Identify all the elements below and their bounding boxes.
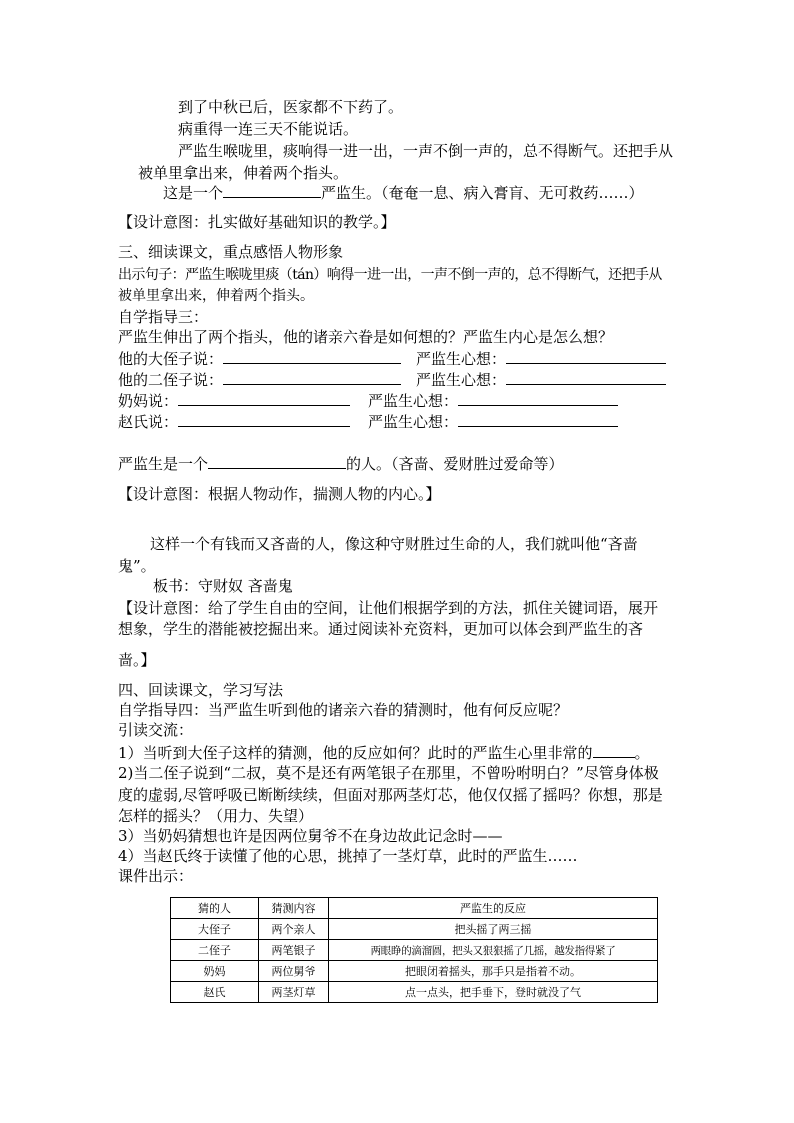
table-cell: 两位舅爷 [259, 961, 329, 982]
text-line [163, 181, 644, 203]
design-intent-note: 【设计意图：根据人物动作，揣测人物的内心。】 [118, 485, 441, 503]
table-row [171, 982, 658, 1003]
text-line [118, 368, 401, 390]
text-line: 鬼”。 [118, 557, 156, 575]
text-line: 怎样的摇头？（用力、失望） [118, 807, 314, 825]
blank-line [208, 452, 346, 469]
table-header-cell: 猜测内容 [259, 898, 329, 919]
text-line: 严监生喉咙里，痰响得一进一出，一声不倒一声的，总不得断气。还把手从 [178, 142, 674, 160]
section-heading: 四、回读课文，学习写法 [118, 681, 284, 699]
design-intent-note: 想象，学生的潜能被挖掘出来。通过阅读补充资料，更加可以体会到严监生的吝 [118, 620, 644, 638]
text-line [416, 368, 666, 390]
text-fragment: 他的大侄子说： [118, 350, 224, 368]
text-line: 被单里拿出来，伸着两个指头。 [118, 288, 314, 304]
table-cell: 二侄子 [171, 940, 259, 961]
table-cell: 把头摇了两三摇 [329, 919, 658, 940]
blank-line [223, 368, 401, 385]
table-row [171, 961, 658, 982]
text-fragment: 严监生是一个 [118, 455, 209, 473]
text-line: 被单里拿出来，伸着两个指头。 [138, 164, 349, 182]
design-intent-note: 【设计意图：给了学生自由的空间，让他们根据学到的方法，抓住关键词语，展开 [118, 599, 659, 617]
text-fragment: 严监生。（奄奄一息、病入膏肓、无可救药……） [321, 184, 644, 202]
text-line [118, 741, 650, 763]
text-line [118, 452, 564, 474]
text-fragment: 他的二侄子说： [118, 371, 224, 389]
text-line [368, 410, 618, 432]
text-fragment: 1）当听到大侄子这样的猜测，他的反应如何？此时的严监生心里非常的 [118, 744, 593, 762]
text-line: 严监生伸出了两个指头，他的诸亲六眷是如何想的？严监生内心是怎么想？ [118, 328, 614, 346]
text-fragment: 严监生心想： [416, 371, 507, 389]
table-cell: 大侄子 [171, 919, 259, 940]
text-line [416, 347, 666, 369]
text-fragment: 严监生心想： [368, 413, 459, 431]
blank-line [458, 410, 618, 427]
blank-line [223, 181, 321, 198]
table-cell: 奶妈 [171, 961, 259, 982]
table-row [171, 940, 658, 961]
text-line: 病重得一连三天不能说话。 [178, 120, 359, 138]
table-header-row [171, 898, 658, 919]
text-fragment: 的人。（吝啬、爱财胜过爱命等） [346, 455, 564, 473]
text-line [118, 389, 350, 411]
table-header-cell: 猜的人 [171, 898, 259, 919]
blank-line [506, 347, 666, 364]
text-line: 引读交流： [118, 721, 194, 739]
table-row [171, 919, 658, 940]
blank-line [506, 368, 666, 385]
text-fragment: 严监生心想： [416, 350, 507, 368]
table-cell: 两眼睁的滴溜圆，把头又狠狠摇了几摇，越发指得紧了 [329, 940, 658, 961]
table-cell: 把眼闭着摇头，那手只是指着不动。 [329, 961, 658, 982]
text-fragment: 严监生心想： [368, 392, 459, 410]
reaction-table [170, 897, 658, 1003]
text-line: 这样一个有钱而又吝啬的人，像这种守财胜过生命的人，我们就叫他“吝啬 [150, 535, 638, 553]
text-fragment: 奶妈说： [118, 392, 179, 410]
design-intent-note: 啬。】 [118, 651, 156, 669]
table-cell: 两笔银子 [259, 940, 329, 961]
table-header-cell: 严监生的反应 [329, 898, 658, 919]
text-line [368, 389, 618, 411]
text-fragment: 这是一个 [163, 184, 224, 202]
section-heading: 三、细读课文，重点感悟人物形象 [118, 243, 344, 261]
blank-line [458, 389, 618, 406]
blank-line [178, 410, 350, 427]
table-cell: 两茎灯草 [259, 982, 329, 1003]
text-line: 课件出示： [118, 867, 194, 885]
text-line [118, 347, 401, 369]
table-cell: 赵氏 [171, 982, 259, 1003]
text-line: 2)当二侄子说到“二叔，莫不是还有两笔银子在那里，不曾吩咐明白？”尽管身体极 [118, 764, 659, 782]
board-notes: 板书：守财奴 吝啬鬼 [153, 577, 293, 595]
blank-line [223, 347, 401, 364]
text-line: 自学指导四：当严监生听到他的诸亲六眷的猜测时，他有何反应呢？ [118, 701, 569, 719]
text-line: 4）当赵氏终于读懂了他的心思，挑掉了一茎灯草，此时的严监生…… [118, 847, 578, 865]
text-line: 自学指导三： [118, 308, 209, 326]
text-line: 度的虚弱,尽管呼吸已断断续续，但面对那两茎灯芯，他仅仅摇了摇吗？你想，那是 [118, 786, 663, 804]
text-fragment: 。 [634, 744, 650, 762]
table-cell: 点一点头，把手垂下，登时就没了气 [329, 982, 658, 1003]
text-line: 出示句子：严监生喉咙里痰（tán）响得一进一出，一声不倒一声的，总不得断气，还把手从 [118, 267, 662, 283]
table-cell: 两个亲人 [259, 919, 329, 940]
text-line: 3）当奶妈猜想也许是因两位舅爷不在身边故此记念时—— [118, 827, 503, 845]
text-fragment: 赵氏说： [118, 413, 179, 431]
text-line: 到了中秋已后，医家都不下药了。 [178, 98, 404, 116]
text-line [118, 410, 350, 432]
design-intent-note: 【设计意图：扎实做好基础知识的教学。】 [118, 213, 396, 231]
blank-line [593, 741, 635, 758]
blank-line [178, 389, 350, 406]
